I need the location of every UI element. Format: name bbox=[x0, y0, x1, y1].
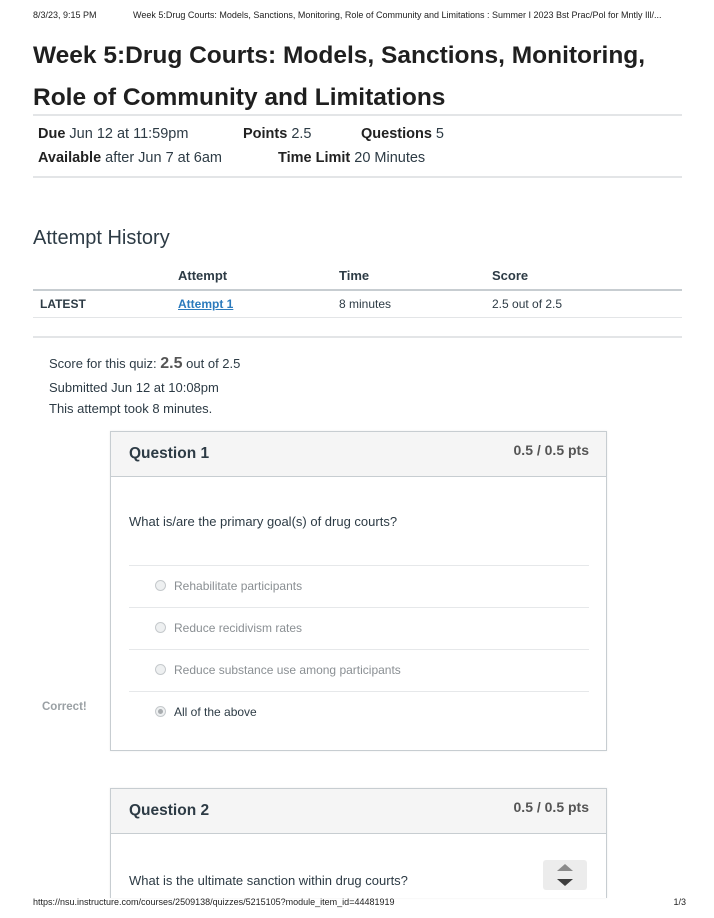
divider bbox=[33, 317, 682, 318]
attempt-time: 8 minutes bbox=[339, 297, 392, 311]
correct-feedback: Correct! bbox=[42, 701, 87, 713]
divider bbox=[33, 176, 682, 178]
column-header-score: Score bbox=[492, 268, 529, 283]
question-points: 0.5 / 0.5 pts bbox=[513, 442, 589, 458]
question-title: Question 2 bbox=[129, 802, 210, 819]
page-title: Week 5:Drug Courts: Models, Sanctions, Monitoring, Role of Community and Limitations bbox=[33, 42, 646, 111]
question-header bbox=[111, 789, 606, 834]
print-datetime: 8/3/23, 9:15 PM bbox=[33, 10, 97, 20]
answer-label: All of the above bbox=[174, 705, 257, 719]
question-card bbox=[110, 431, 607, 751]
answer-label: Rehabilitate participants bbox=[174, 579, 303, 593]
question-card bbox=[110, 788, 607, 898]
page-number: 1/3 bbox=[673, 897, 686, 907]
divider bbox=[33, 114, 682, 116]
answer-option[interactable] bbox=[129, 649, 589, 691]
print-page-title: Week 5:Drug Courts: Models, Sanctions, Monitoring, Role of Community and Limitations : Summer I 2023 Bst Prac/Pol for Mntly Ill/... bbox=[133, 10, 662, 20]
time-limit: Time Limit 20 Minutes bbox=[278, 150, 426, 166]
question-text: What is the ultimate sanction within drug courts? bbox=[129, 873, 408, 888]
scroll-up-icon[interactable] bbox=[557, 864, 573, 871]
answer-option-selected[interactable] bbox=[129, 691, 589, 733]
radio-button-selected[interactable] bbox=[155, 706, 166, 717]
answer-option[interactable] bbox=[129, 607, 589, 649]
question-text: What is/are the primary goal(s) of drug courts? bbox=[129, 514, 398, 529]
due-date: Due Jun 12 at 11:59pm bbox=[38, 126, 189, 142]
available-date: Available after Jun 7 at 6am bbox=[38, 150, 223, 166]
attempt-duration: This attempt took 8 minutes. bbox=[49, 401, 213, 416]
latest-badge: LATEST bbox=[40, 297, 86, 311]
divider bbox=[33, 336, 682, 338]
radio-button[interactable] bbox=[155, 580, 166, 591]
points: Points 2.5 bbox=[243, 126, 312, 142]
question-points: 0.5 / 0.5 pts bbox=[513, 799, 589, 815]
scroll-control[interactable] bbox=[543, 860, 587, 890]
submitted-time: Submitted Jun 12 at 10:08pm bbox=[49, 380, 219, 395]
attempt-score: 2.5 out of 2.5 bbox=[492, 297, 563, 311]
score-value: 2.5 bbox=[160, 355, 183, 372]
column-header-attempt: Attempt bbox=[178, 268, 228, 283]
attempt-link[interactable]: Attempt 1 bbox=[178, 297, 234, 311]
question-title: Question 1 bbox=[129, 445, 210, 462]
answer-label: Reduce recidivism rates bbox=[174, 621, 303, 635]
table-header-divider bbox=[33, 289, 682, 291]
quiz-score: Score for this quiz: 2.5 out of 2.5 bbox=[49, 355, 241, 372]
questions-count: Questions 5 bbox=[361, 126, 444, 142]
attempt-history-heading: Attempt History bbox=[33, 227, 170, 249]
page-url: https://nsu.instructure.com/courses/2509138/quizzes/5215105?module_item_id=44481919 bbox=[33, 897, 395, 907]
scroll-down-icon[interactable] bbox=[557, 879, 573, 886]
radio-button[interactable] bbox=[155, 664, 166, 675]
question-header bbox=[111, 432, 606, 477]
column-header-time: Time bbox=[339, 268, 370, 283]
radio-button[interactable] bbox=[155, 622, 166, 633]
answer-label: Reduce substance use among participants bbox=[174, 663, 401, 677]
answer-option[interactable] bbox=[129, 565, 589, 607]
